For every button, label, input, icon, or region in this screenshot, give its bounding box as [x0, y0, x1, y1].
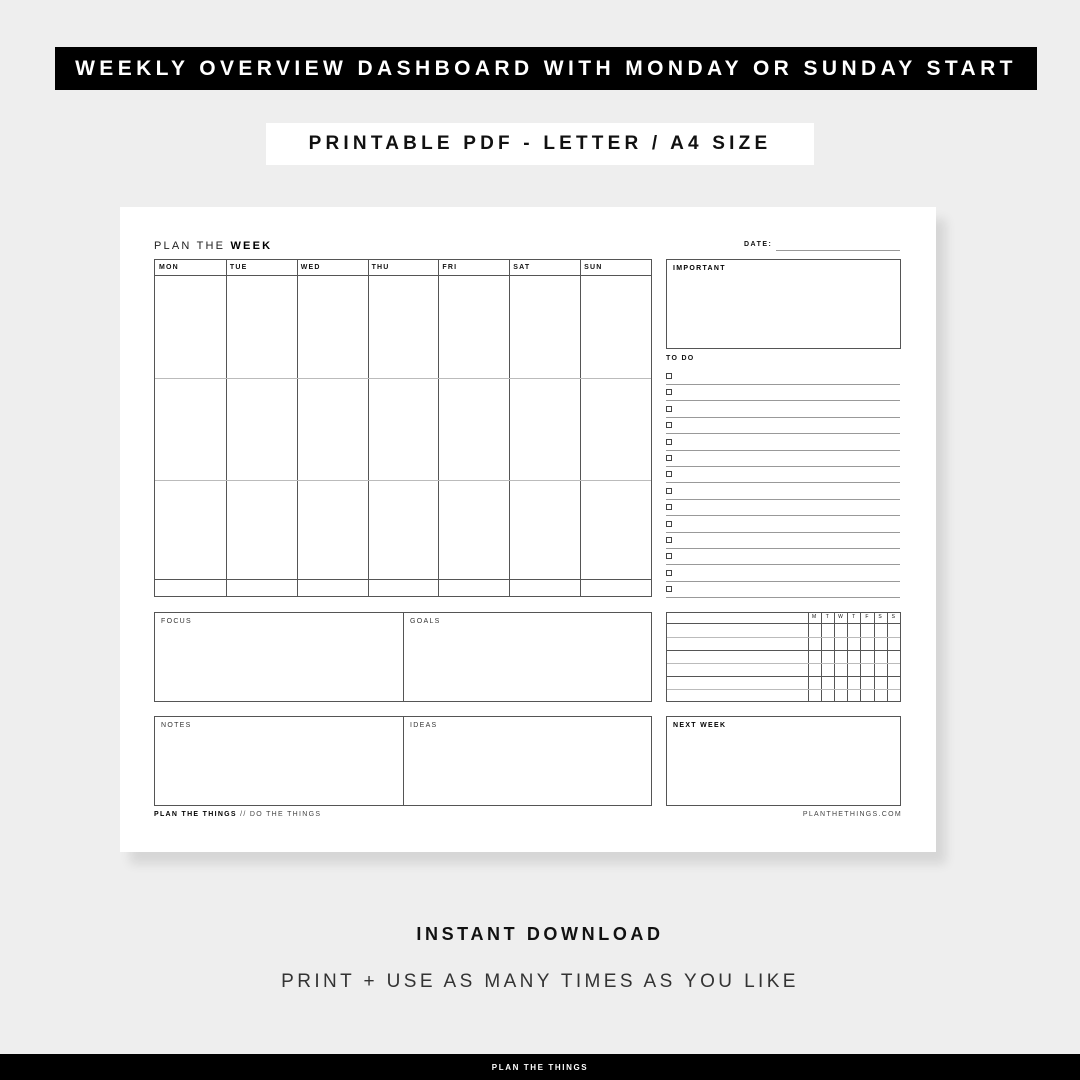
notes-ideas-divider	[403, 717, 404, 805]
checkbox-icon	[666, 455, 672, 461]
habit-column-divider	[847, 613, 848, 701]
planner-title-bold: WEEK	[230, 240, 273, 252]
date-label: DATE:	[744, 241, 773, 248]
important-box	[666, 259, 901, 349]
todo-item	[666, 500, 900, 516]
habit-row-divider	[667, 663, 900, 664]
checkbox-icon	[666, 586, 672, 592]
focus-goals-divider	[403, 613, 404, 701]
day-header-mon: MON	[155, 260, 226, 276]
habit-day-header: T	[852, 614, 856, 620]
next-week-label: NEXT WEEK	[673, 722, 727, 729]
todo-item	[666, 566, 900, 582]
day-header-fri: FRI	[438, 260, 509, 276]
habit-day-header: W	[838, 614, 843, 620]
checkbox-icon	[666, 488, 672, 494]
week-grid	[154, 259, 652, 597]
todo-item	[666, 369, 900, 385]
habit-column-divider	[821, 613, 822, 701]
footer-left-bold: PLAN THE THINGS	[154, 811, 237, 818]
habit-day-header: F	[865, 614, 869, 620]
ideas-label: IDEAS	[410, 722, 438, 729]
checkbox-icon	[666, 389, 672, 395]
day-header-sun: SUN	[580, 260, 651, 276]
habit-row-divider	[667, 676, 900, 677]
habit-row-divider	[667, 623, 900, 624]
planner-title	[154, 240, 272, 252]
day-header-thu: THU	[368, 260, 439, 276]
habit-day-header: S	[878, 614, 882, 620]
day-column-divider	[509, 260, 510, 596]
checkbox-icon	[666, 439, 672, 445]
notes-ideas-box	[154, 716, 652, 806]
checkbox-icon	[666, 537, 672, 543]
checkbox-icon	[666, 553, 672, 559]
checkbox-icon	[666, 504, 672, 510]
habit-column-divider	[834, 613, 835, 701]
grid-row-divider	[155, 378, 651, 379]
grid-bottom-strip-divider	[155, 579, 651, 580]
sheet-footer-left	[154, 811, 321, 818]
grid-row-divider	[155, 480, 651, 481]
habit-day-header: M	[812, 614, 817, 620]
todo-item	[666, 549, 900, 565]
day-column-divider	[226, 260, 227, 596]
habit-row-divider	[667, 650, 900, 651]
sheet-footer-right: PLANTHETHINGS.COM	[802, 811, 902, 818]
subtitle-banner: PRINTABLE PDF - LETTER / A4 SIZE	[266, 123, 814, 165]
date-line	[776, 250, 900, 251]
day-header-tue: TUE	[226, 260, 297, 276]
day-header-sat: SAT	[509, 260, 580, 276]
focus-goals-box	[154, 612, 652, 702]
goals-label: GOALS	[410, 618, 441, 625]
todo-label: TO DO	[666, 355, 695, 362]
todo-line	[666, 597, 900, 598]
habit-day-header: S	[891, 614, 895, 620]
checkbox-icon	[666, 570, 672, 576]
title-banner: WEEKLY OVERVIEW DASHBOARD WITH MONDAY OR SUNDAY START	[55, 47, 1037, 90]
checkbox-icon	[666, 373, 672, 379]
day-column-divider	[580, 260, 581, 596]
habit-column-divider	[808, 613, 809, 701]
todo-item	[666, 385, 900, 401]
todo-item	[666, 418, 900, 434]
todo-item	[666, 484, 900, 500]
todo-item	[666, 435, 900, 451]
notes-label: NOTES	[161, 722, 192, 729]
day-column-divider	[438, 260, 439, 596]
next-week-box	[666, 716, 901, 806]
habit-column-divider	[860, 613, 861, 701]
todo-item	[666, 451, 900, 467]
habit-column-divider	[887, 613, 888, 701]
todo-item	[666, 582, 900, 598]
todo-item	[666, 533, 900, 549]
checkbox-icon	[666, 406, 672, 412]
habit-tracker	[666, 612, 901, 702]
print-tagline: PRINT + USE AS MANY TIMES AS YOU LIKE	[281, 971, 799, 992]
day-column-divider	[297, 260, 298, 596]
planner-sheet	[120, 207, 936, 852]
todo-item	[666, 517, 900, 533]
instant-download-heading: INSTANT DOWNLOAD	[416, 924, 664, 944]
day-header-wed: WED	[297, 260, 368, 276]
checkbox-icon	[666, 422, 672, 428]
habit-column-divider	[874, 613, 875, 701]
todo-item	[666, 402, 900, 418]
brand-footer-bar: PLAN THE THINGS	[0, 1054, 1080, 1080]
focus-label: FOCUS	[161, 618, 192, 625]
footer-left-rest: // DO THE THINGS	[236, 811, 322, 818]
todo-item	[666, 467, 900, 483]
important-label: IMPORTANT	[673, 265, 726, 272]
planner-title-prefix: PLAN THE	[154, 240, 231, 252]
day-column-divider	[368, 260, 369, 596]
habit-row-divider	[667, 637, 900, 638]
checkbox-icon	[666, 521, 672, 527]
habit-row-divider	[667, 689, 900, 690]
habit-day-header: T	[825, 614, 829, 620]
checkbox-icon	[666, 471, 672, 477]
